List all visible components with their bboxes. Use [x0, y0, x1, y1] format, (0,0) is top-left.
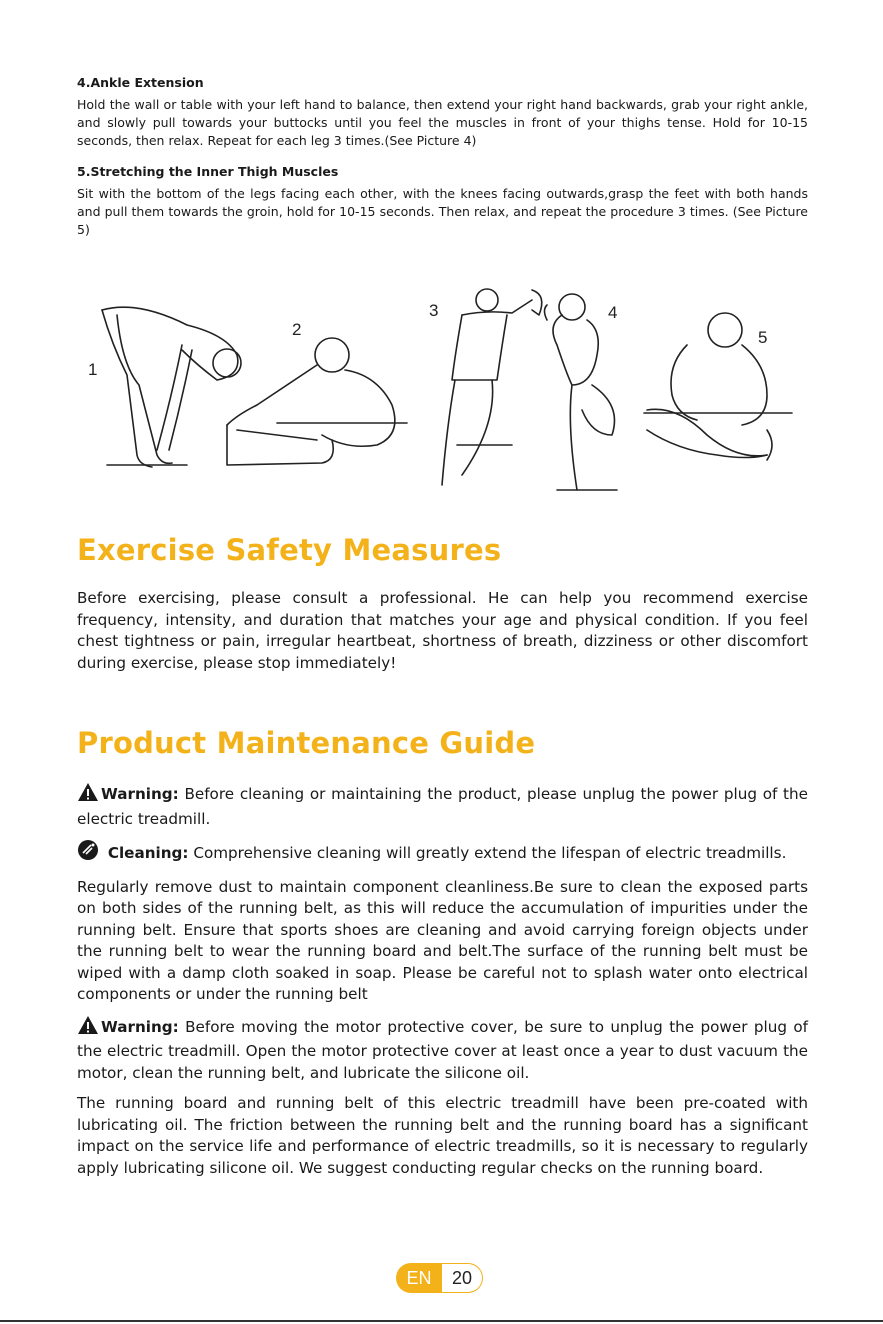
- safety-title: Exercise Safety Measures: [77, 533, 502, 567]
- cleaning-label: Cleaning:: [107, 844, 189, 862]
- ankle-extension-heading: 4.Ankle Extension: [77, 75, 204, 90]
- stretching-illustration: [77, 285, 808, 500]
- ankle-extension-text: Hold the wall or table with your left hand to balance, then extend your right hand backwards, grab your right ankle, and slowly pull towards your buttocks until you feel the muscles in front of your thighs tense. Hold for 10-15 seconds, then relax. Repeat for each leg 3 times.(See Picture 4): [77, 97, 808, 148]
- warning-2-text: Before moving the motor protective cover, be sure to unplug the power plug of the electric treadmill. Open the motor protective cover at least once a year to dust vacuum the motor, clean the running belt, and lubricate the silicone oil.: [77, 1017, 808, 1082]
- figure-label-3: 3: [429, 301, 439, 320]
- language-badge: EN: [396, 1263, 442, 1293]
- ankle-extension-section: [77, 75, 808, 150]
- inner-thigh-text: Sit with the bottom of the legs facing each other, with the knees facing outwards,grasp the feet with both hands and pull them towards the groin, hold for 10-15 seconds. Then relax, and repeat the procedure 3 times. (See Picture 5): [77, 186, 808, 237]
- maintenance-title: Product Maintenance Guide: [77, 726, 536, 760]
- figure-2-seated-stretch: [227, 338, 407, 465]
- figure-1-toe-touch: [102, 307, 241, 467]
- safety-text: Before exercising, please consult a professional. He can help you recommend exercise frequency, intensity, and duration that matches your age and physical condition. If you feel chest tightness or pain, irregular heartbeat, shortness of breath, dizziness or other discomfort during exercise, please stop immediately!: [77, 589, 808, 672]
- figure-label-5: 5: [758, 328, 768, 347]
- page-indicator: [396, 1263, 484, 1293]
- bottom-divider: [0, 1320, 883, 1322]
- cleaning-note: [77, 839, 808, 868]
- warning-1-text: Before cleaning or maintaining the product, please unplug the power plug of the electric treadmill.: [77, 785, 808, 828]
- stretching-figures: [77, 285, 808, 500]
- inner-thigh-section: [77, 164, 808, 239]
- cleaning-text: Comprehensive cleaning will greatly extend the lifespan of electric treadmills.: [188, 844, 787, 862]
- warning-2-label: Warning:: [101, 1017, 179, 1036]
- safety-section: [77, 533, 808, 674]
- warning-icon: [77, 1015, 99, 1042]
- figure-label-1: 1: [88, 360, 98, 379]
- warning-2: [77, 1015, 808, 1085]
- figure-label-4: 4: [608, 303, 618, 322]
- page-number: 20: [442, 1263, 483, 1293]
- inner-thigh-heading: 5.Stretching the Inner Thigh Muscles: [77, 164, 339, 179]
- cleaning-paragraph: Regularly remove dust to maintain component cleanliness.Be sure to clean the exposed parts on both sides of the running belt, as this will reduce the accumulation of impurities under the running belt. Ensure that sports shoes are cleaning and avoid carrying foreign objects under the running belt to wear the running board and belt.The surface of the running belt must be wiped with a damp cloth soaked in soap. Please be careful not to splash water onto electrical components or under the running belt: [77, 877, 808, 1003]
- figure-3-calf-stretch: [442, 289, 542, 485]
- warning-icon: [77, 782, 99, 809]
- lubrication-paragraph: The running board and running belt of this electric treadmill have been pre-coated with lubricating oil. The friction between the running belt and the running board has a significant impact on the service life and performance of electric treadmills, so it is necessary to regularly apply lubricating silicone oil. We suggest conducting regular checks on the running board.: [77, 1094, 808, 1177]
- cleaning-icon: [77, 839, 101, 868]
- warning-1-label: Warning:: [101, 785, 179, 803]
- warning-1: [77, 782, 808, 830]
- maintenance-section: [77, 726, 808, 1179]
- figure-5-butterfly-stretch: [644, 313, 792, 460]
- figure-label-2: 2: [292, 320, 302, 339]
- figure-4-quad-stretch: [545, 294, 618, 490]
